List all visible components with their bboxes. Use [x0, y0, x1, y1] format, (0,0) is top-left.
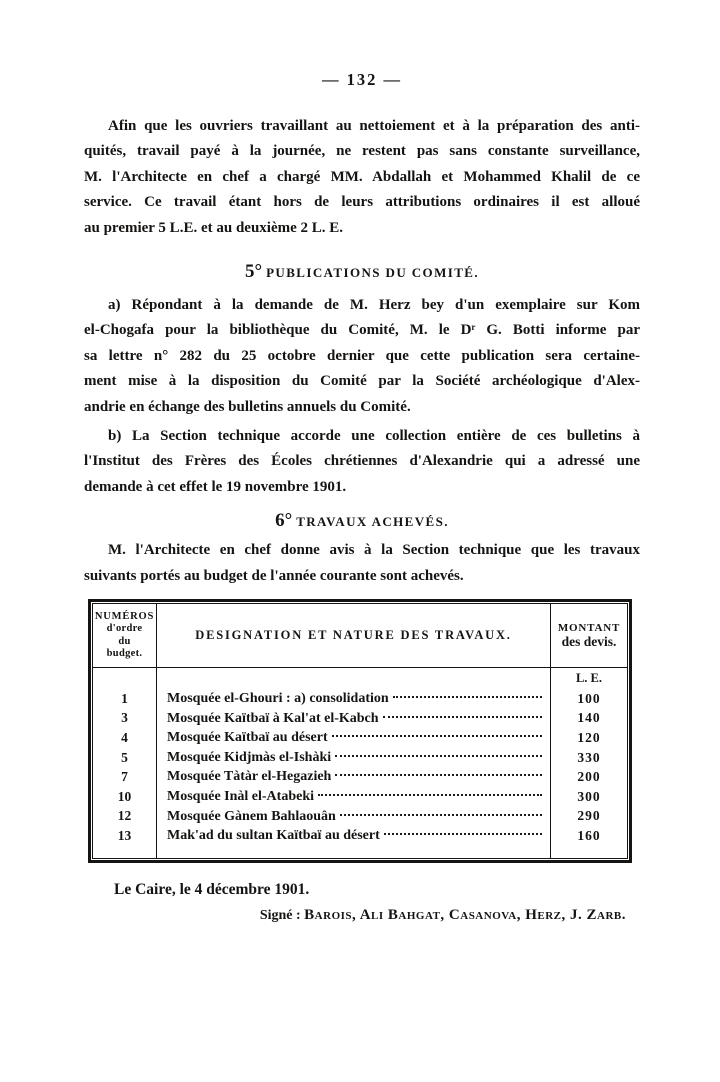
table-header-numeros — [93, 604, 157, 668]
section-heading-travaux — [84, 510, 640, 532]
text-line: b) La Section technique accorde une collection entière de ces bulletins à — [108, 428, 640, 445]
row-num: 5 — [93, 748, 157, 768]
date-line: Le Caire, le 4 décembre 1901. — [114, 880, 310, 898]
dotted-leader — [318, 794, 542, 796]
text-line: quités, travail payé à la journée, ne restent pas sans constante surveillance, — [84, 143, 640, 160]
heading-number: 6° — [275, 510, 293, 532]
text-line: service. Ce travail étant hors de leurs attributions ordinaires il est alloué — [84, 194, 640, 211]
row-num: 7 — [93, 767, 157, 787]
text-line: suivants portés au budget de l'année courante sont achevés. — [84, 567, 464, 584]
paragraph-b — [84, 424, 640, 500]
header-line: d'ordre — [106, 623, 143, 635]
header-line: budget. — [106, 648, 143, 660]
paragraph-travaux — [84, 538, 640, 589]
row-designation — [157, 807, 551, 827]
row-designation-text: Mosquée Kidjmàs el-Ishàki — [167, 749, 332, 765]
row-montant: 160 — [577, 828, 601, 844]
works-table — [92, 603, 628, 859]
row-montant: 200 — [577, 769, 601, 785]
row-designation — [157, 728, 551, 748]
text-line: l'Institut des Frères des Écoles chrétiennes d'Alexandrie qui a adressé une — [84, 453, 640, 470]
row-designation — [157, 826, 551, 846]
header-line: du — [118, 635, 131, 647]
row-designation — [157, 767, 551, 787]
row-num: 3 — [93, 709, 157, 729]
paragraph-a — [84, 293, 640, 420]
row-designation-text: Mosquée Inàl el-Atabeki — [167, 789, 314, 805]
text-line: sa lettre n° 282 du 25 octobre dernier que cette publication sera certaine- — [84, 347, 640, 364]
heading-title: PUBLICATIONS DU COMITÉ. — [266, 265, 479, 281]
unit-label: L. E. — [575, 671, 603, 686]
row-designation — [157, 787, 551, 807]
unit-row-spacer — [157, 668, 551, 689]
header-line: MONTANT — [557, 621, 621, 634]
works-table-grid — [92, 603, 628, 859]
text-line: M. l'Architecte en chef donne avis à la Section technique que les travaux — [108, 542, 640, 559]
signature-names: Barois, Ali Bahgat, Casanova, Herz, J. Zarb. — [304, 906, 626, 923]
row-designation-text: Mosquée Kaïtbaï au désert — [167, 730, 328, 746]
text-line: a) Répondant à la demande de M. Herz bey d'un exemplaire sur Kom — [108, 297, 640, 314]
signature-line — [84, 907, 640, 924]
row-num: 12 — [93, 807, 157, 827]
unit-row-spacer — [93, 668, 157, 689]
text-line: andrie en échange des bulletins annuels du Comité. — [84, 398, 411, 415]
row-designation-text: Mosquée Gànem Bahlaouân — [167, 808, 336, 824]
dotted-leader — [332, 735, 542, 737]
header-line: des devis. — [561, 633, 617, 649]
row-montant: 140 — [577, 710, 601, 726]
row-montant: 120 — [577, 730, 601, 746]
row-montant: 290 — [577, 808, 601, 824]
signature-label: Signé : — [259, 907, 301, 923]
heading-number: 5° — [244, 261, 263, 283]
dotted-leader — [335, 774, 542, 776]
table-bottom-spacer — [93, 846, 157, 858]
text-line: M. l'Architecte en chef a chargé MM. Abdallah et Mohammed Khalil de ce — [84, 168, 640, 185]
row-montant: 100 — [577, 690, 601, 706]
text-line: au premier 5 L.E. et au deuxième 2 L. E. — [84, 219, 344, 236]
text-line: Afin que les ouvriers travaillant au nettoiement et à la préparation des anti- — [108, 118, 640, 134]
dotted-leader — [383, 716, 542, 718]
paragraph-intro — [84, 114, 640, 241]
table-bottom-spacer — [551, 846, 627, 858]
row-montant: 300 — [577, 788, 601, 804]
row-designation-text: Mosquée Kaïtbaï à Kal'at el-Kabch — [167, 710, 379, 726]
row-designation — [157, 748, 551, 768]
dotted-leader — [335, 755, 542, 757]
row-designation — [157, 689, 551, 709]
row-montant: 330 — [577, 749, 601, 765]
row-num: 10 — [93, 787, 157, 807]
header-line: NUMÉROS — [94, 610, 155, 622]
row-designation — [157, 709, 551, 729]
section-heading-publications — [84, 261, 640, 283]
row-designation-text: Mosquée Tàtàr el-Hegazieh — [167, 769, 332, 785]
page-number: — 132 — — [322, 70, 402, 89]
heading-title: TRAVAUX ACHEVÉS. — [296, 514, 449, 530]
dotted-leader — [393, 696, 542, 698]
row-num: 13 — [93, 826, 157, 846]
table-header-montant — [551, 604, 627, 668]
text-line: ment mise à la disposition du Comité par la Société archéologique d'Alex- — [84, 373, 640, 390]
row-num: 1 — [93, 689, 157, 709]
text-line: demande à cet effet le 19 novembre 1901. — [84, 478, 347, 495]
row-designation-text: Mosquée el-Ghouri : a) consolidation — [167, 691, 389, 707]
row-designation-text: Mak'ad du sultan Kaïtbaï au désert — [167, 828, 380, 844]
text-line: el-Chogafa pour la bibliothèque du Comité, M. le Dʳ G. Botti informe par — [84, 322, 640, 339]
dotted-leader — [340, 814, 542, 816]
row-num: 4 — [93, 728, 157, 748]
table-bottom-spacer — [157, 846, 551, 858]
dotted-leader — [384, 833, 542, 835]
table-header-designation: DESIGNATION ET NATURE DES TRAVAUX. — [157, 604, 551, 668]
